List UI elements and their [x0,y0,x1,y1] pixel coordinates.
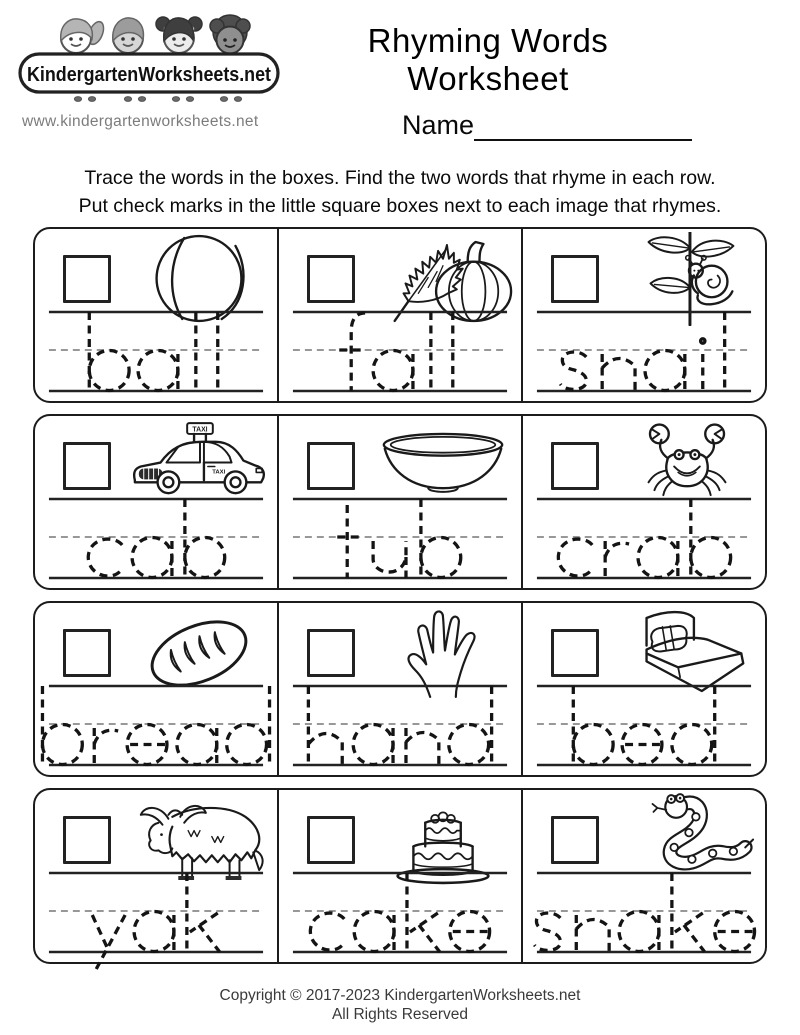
logo-kid-curly [210,15,250,54]
cell-bed [521,603,765,775]
row-4 [33,788,767,964]
name-row [402,110,692,141]
footer-rights: All Rights Reserved [331,1006,469,1023]
trace-word [279,495,521,591]
trace-word [523,308,765,404]
logo-kid-pigtails [156,17,202,53]
trace-word [35,495,277,591]
rhyme-checkbox[interactable] [63,255,111,303]
logo-title: KindergartenWorksheets.net [27,63,272,86]
row-3 [33,601,767,777]
cell-crab [521,416,765,588]
trace-word [523,869,765,965]
trace-word [279,682,521,778]
logo-kid-bob [113,18,144,53]
instructions-line1: Trace the words in the boxes. Find the two words that rhyme in each row. [84,167,716,189]
svg-text:TAXI: TAXI [212,469,226,476]
trace-word [523,682,765,778]
rhyme-checkbox[interactable] [551,816,599,864]
rhyme-checkbox[interactable] [551,442,599,490]
rhyme-checkbox[interactable] [307,629,355,677]
trace-word [523,495,765,591]
cell-tub [277,416,521,588]
logo-url: www.kindergartenworksheets.net [22,113,259,130]
footer-copyright: Copyright © 2017-2023 KindergartenWorksheets.net [219,987,581,1004]
trace-word [35,308,277,404]
row-1 [33,227,767,403]
worksheet-grid [33,227,767,975]
rhyme-checkbox[interactable] [63,629,111,677]
cell-snail [521,229,765,401]
instructions-line2: Put check marks in the little square boxes next to each image that rhymes. [78,194,722,217]
rhyme-checkbox[interactable] [307,255,355,303]
logo-feet [74,97,241,102]
svg-text:TAXI: TAXI [192,426,208,434]
cell-snake [521,790,765,962]
rhyme-checkbox[interactable] [307,442,355,490]
rhyme-checkbox[interactable] [63,816,111,864]
cell-cab [35,416,277,588]
cell-fall [277,229,521,401]
trace-word [35,682,277,778]
cell-bread [35,603,277,775]
name-label: Name [402,110,475,140]
trace-word [279,308,521,404]
cell-hand [277,603,521,775]
rhyme-checkbox[interactable] [551,629,599,677]
instructions [30,165,770,220]
rhyme-checkbox[interactable] [551,255,599,303]
trace-word [279,869,521,965]
cell-cake [277,790,521,962]
rhyme-checkbox[interactable] [63,442,111,490]
cell-yak [35,790,277,962]
logo-kid-girl-ponytail [61,19,107,53]
row-2 [33,414,767,590]
footer [0,986,800,1024]
cell-ball [35,229,277,401]
trace-word [35,869,277,965]
site-logo [16,6,286,106]
rhyme-checkbox[interactable] [307,816,355,864]
name-input-line[interactable] [474,113,692,141]
page-title: Rhyming Words Worksheet [367,22,609,97]
